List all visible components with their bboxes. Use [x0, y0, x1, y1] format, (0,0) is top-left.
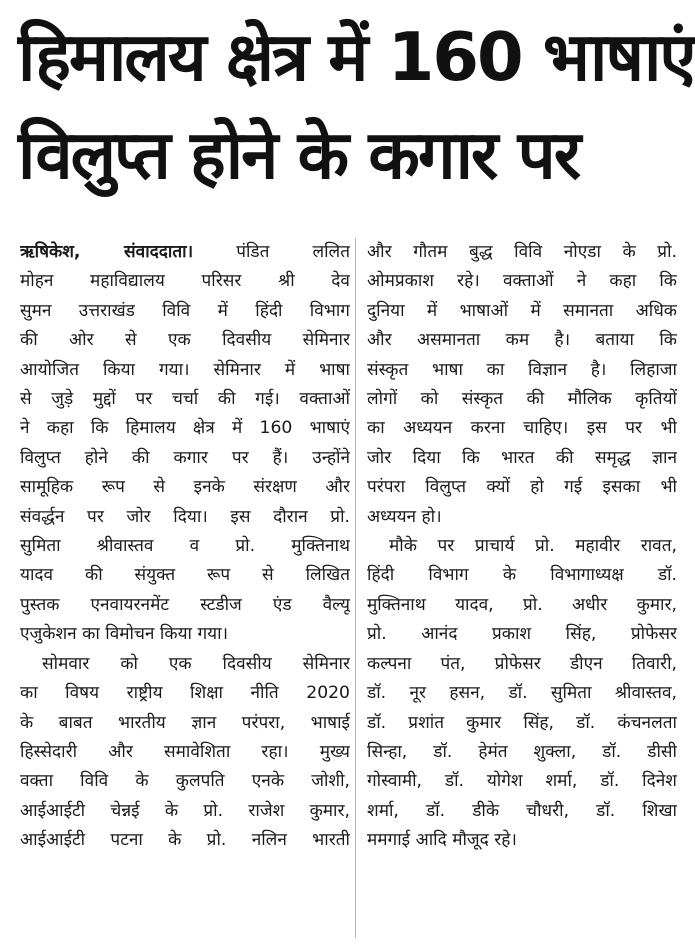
- article-line: और गौतम बुद्ध विवि नोएडा के प्रो.: [367, 242, 677, 262]
- article-line: जोर दिया कि भारत की समृद्ध ज्ञान: [367, 447, 677, 468]
- article-column-left: [20, 238, 350, 856]
- article-line-text: पंडित ललित: [236, 242, 350, 262]
- article-line: सुमन उत्तराखंड विवि में हिंदी विभाग: [20, 300, 350, 321]
- article-line: सुमिता श्रीवास्तव व प्रो. मुक्तिनाथ: [20, 536, 350, 557]
- article-line: कल्पना पंत, प्रोफेसर डीएन तिवारी,: [367, 653, 677, 674]
- article-line: मौके पर प्राचार्य प्रो. महावीर रावत,: [389, 536, 677, 557]
- article-line: से जुड़े मुद्दों पर चर्चा की गई। वक्ताओं: [20, 389, 350, 410]
- article-line: शर्मा, डॉ. डीके चौधरी, डॉ. शिखा: [367, 800, 677, 821]
- article-line: आईआईटी चेन्नई के प्रो. राजेश कुमार,: [20, 800, 350, 821]
- article-line: गोस्वामी, डॉ. योगेश शर्मा, डॉ. दिनेश: [367, 771, 677, 792]
- article-line: और असमानता कम है। बताया कि: [367, 330, 677, 351]
- article-line: एजुकेशन का विमोचन किया गया।: [20, 624, 229, 645]
- article-column-right: [367, 238, 677, 856]
- article-line: मुक्तिनाथ यादव, प्रो. अधीर कुमार,: [367, 594, 677, 615]
- article-line: सामूहिक रूप से इनके संरक्षण और: [20, 477, 350, 498]
- article-line: आईआईटी पटना के प्रो. नलिन भारती: [20, 830, 350, 851]
- article-line: का विषय राष्ट्रीय शिक्षा नीति 2020: [20, 683, 350, 704]
- article-line: विलुप्त होने की कगार पर हैं। उन्होंने: [20, 447, 350, 468]
- article-line: ओमप्रकाश रहे। वक्ताओं ने कहा कि: [367, 271, 677, 292]
- article-line: वक्ता विवि के कुलपति एनके जोशी,: [20, 771, 350, 792]
- article-line: सिन्हा, डॉ. हेमंत शुक्ला, डॉ. डीसी: [367, 741, 677, 762]
- article-line: अध्ययन हो।: [367, 506, 442, 527]
- article-line: यादव की संयुक्त रूप से लिखित: [20, 565, 350, 586]
- article-line: का अध्ययन करना चाहिए। इस पर भी: [367, 418, 677, 439]
- headline-line-2: विलुप्त होने के कगार पर: [18, 116, 580, 194]
- article-line: पुस्तक एनवायरनमेंट स्टडीज एंड वैल्यू: [20, 594, 350, 615]
- article-line: के बाबत भारतीय ज्ञान परंपरा, भाषाई: [20, 712, 350, 733]
- article-line: लोगों को संस्कृत की मौलिक कृतियों: [367, 389, 677, 410]
- article-line: परंपरा विलुप्त क्यों हो गई इसका भी: [367, 477, 677, 498]
- article-line: ने कहा कि हिमालय क्षेत्र में 160 भाषाएं: [20, 418, 350, 439]
- article-line: संवर्द्धन पर जोर दिया। इस दौरान प्रो.: [20, 506, 350, 527]
- headline: [18, 8, 695, 204]
- article-line: ममगाई आदि मौजूद रहे।: [367, 830, 517, 851]
- article-line: [20, 238, 350, 267]
- dateline: ऋषिकेश, संवाददाता।: [20, 242, 194, 262]
- article-line: सोमवार को एक दिवसीय सेमिनार: [42, 653, 350, 674]
- article-line: मोहन महाविद्यालय परिसर श्री देव: [20, 271, 350, 292]
- headline-line-1: हिमालय क्षेत्र में 160 भाषाएं: [18, 18, 695, 96]
- article-line: की ओर से एक दिवसीय सेमिनार: [20, 330, 350, 351]
- article-line: हिस्सेदारी और समावेशिता रहा। मुख्य: [20, 741, 350, 762]
- article-line: संस्कृत भाषा का विज्ञान है। लिहाजा: [367, 359, 677, 380]
- article-line: दुनिया में भाषाओं में समानता अधिक: [367, 300, 677, 321]
- article-line: हिंदी विभाग के विभागाध्यक्ष डॉ.: [367, 565, 677, 586]
- article-line: प्रो. आनंद प्रकाश सिंह, प्रोफेसर: [367, 624, 677, 645]
- article-line: डॉ. प्रशांत कुमार सिंह, डॉ. कंचनलता: [367, 712, 677, 733]
- article-line: डॉ. नूर हसन, डॉ. सुमिता श्रीवास्तव,: [367, 683, 677, 704]
- article-line: आयोजित किया गया। सेमिनार में भाषा: [20, 359, 350, 380]
- column-divider: [355, 238, 356, 938]
